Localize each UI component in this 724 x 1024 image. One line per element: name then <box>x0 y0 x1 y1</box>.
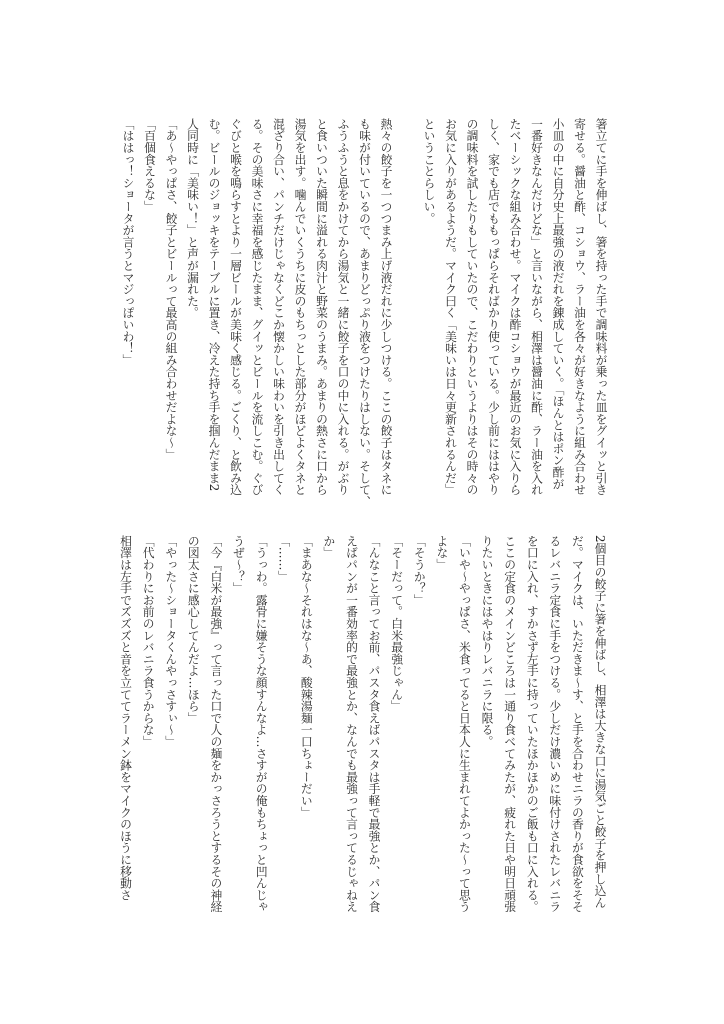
text-column: と食いついた瞬間に溢れる肉汁と野菜のうまみ。あまりの熱さに口から <box>314 118 329 496</box>
text-column: 箸立てに手を伸ばし、箸を持った手で調味料が乗った皿をグイッと引き <box>594 118 608 496</box>
text-column: るレバニラ定食に手をつける。少しだけ濃いめに味付けされたレバニラ <box>547 535 562 913</box>
text-column <box>396 118 418 503</box>
text-column: 相澤は左手でズズズと音を立ててラーメン鉢をマイクのほうに移動さ <box>118 535 133 901</box>
text-column: 2個目の餃子に箸を伸ばし、相澤は大きな口に湯気ごと餃子を押し込ん <box>593 535 607 909</box>
text-column: む。ビールのジョッキをテーブルに置き、冷えた持ち手を掴んだまま2 <box>207 118 221 492</box>
text-column: 寄せる。醤油と酢、コショウ、ラー油を各々が好きなように組み合わせ <box>572 118 587 496</box>
text-column: しく、家でも店でももっぱらそればかり使っている。少し前にははやり <box>486 118 501 496</box>
text-column: も味が付いているので、あまりどっぷり液をつけたりはしない。そして、 <box>357 118 372 508</box>
text-column: 「そーだって。白米最強じゃん」 <box>389 535 404 712</box>
text-column: りたいときにはやはりレバニラに限る。 <box>480 535 495 748</box>
text-column: たベーシックな組み合わせ。マイクは酢コショウが最近のお気に入りら <box>508 118 522 496</box>
text-column: か」 <box>321 535 336 559</box>
text-column: 「いや〜やっぱさ、米食ってると日本人に生まれてよかった〜って思う <box>457 535 472 913</box>
text-column: だ。マイクは、いただきま〜す、と手を合わせニラの香りが食欲をそそ <box>570 535 585 913</box>
text-column: 「ははっ！ショータが言うとマジっぽいわ！」 <box>121 118 135 366</box>
text-column: 「今『白米が最強』って言った口で人の麺をかっさろうとするその神経 <box>208 535 223 913</box>
text-column: ぐびと喉を鳴らすとより一層ビールが美味く感じる。ごくり、と飲み込 <box>228 118 243 496</box>
text-column: 「そうか？」 <box>412 535 427 606</box>
text-column: 「代わりにお前のレバニラ食うからな」 <box>141 535 156 748</box>
text-block-bottom <box>114 535 611 925</box>
text-block-top <box>117 118 612 508</box>
text-column: うぜ〜？」 <box>231 535 246 594</box>
text-column: 「んなこと言ってお前、パスタ食えばパスタは手軽で最強とか、パン食 <box>367 535 382 913</box>
text-column: 「あ〜やっぱさ、餃子とビールって最高の組み合わせだよな〜」 <box>164 118 178 461</box>
text-column: ふうふうと息をかけてから湯気と一緒に餃子を口の中に入れる。がぶり <box>336 118 350 496</box>
text-column: る。その美味さに幸福を感じたまま、グイッとビールを流しこむ。ぐび <box>250 118 264 496</box>
text-column: 「うっわ。露骨に嫌そうな顔すんなよ…さすがの俺もちょっと凹んじゃ <box>254 535 269 913</box>
text-column: 一番好きなんだけどな」と言いながら、相澤は醤油に酢、ラー油を入れ <box>529 118 544 496</box>
text-column: 「まあな〜それはな〜あ、酸辣湯麺一口ちょーだい」 <box>299 535 314 819</box>
text-column: えばパンが一番効率的で最強とか、なんでも最強って言ってるじゃねえ <box>344 535 359 913</box>
text-column: 湯気を出す。噛んでいくうちに皮のもちっとした部分がほどよくタネと <box>293 118 307 496</box>
text-column: 人同時に「美味い！」と声が漏れた。 <box>185 118 200 319</box>
text-column: 混ざり合い、パンチだけじゃなくどこか懐かしい味わいを引き出してく <box>271 118 286 496</box>
text-column: 「……」 <box>276 535 291 583</box>
text-column: ということらしい。 <box>422 118 436 225</box>
text-column: 熱々の餃子を一つつまみ上げ液だれに少しつける。ここの餃子はタネに <box>379 118 393 496</box>
text-column: 小皿の中に自分史上最強の液だれを錬成していく。「ほんとはポン酢が <box>551 118 565 490</box>
text-column: 「百個食えるな」 <box>142 118 157 213</box>
text-column: ここの定食のメインどころは一通り食べてみたが、疲れた日や明日頑張 <box>502 535 517 913</box>
text-column: お気に入りがあるようだ。マイク曰く「美味いは日々更新されるんだ」 <box>443 118 458 496</box>
text-column: 「やった〜ショータくんやっさすぃ〜」 <box>163 535 178 748</box>
text-column: の図太さに感心してんだよ…ほら」 <box>186 535 201 724</box>
text-column: を口に入れ、すかさず左手に持っていたほかほかのご飯も口に入れる。 <box>525 535 540 913</box>
text-column: よな」 <box>434 535 449 571</box>
text-column: の調味料を試したりもしていたので、こだわりというよりはその時々の <box>465 118 479 496</box>
